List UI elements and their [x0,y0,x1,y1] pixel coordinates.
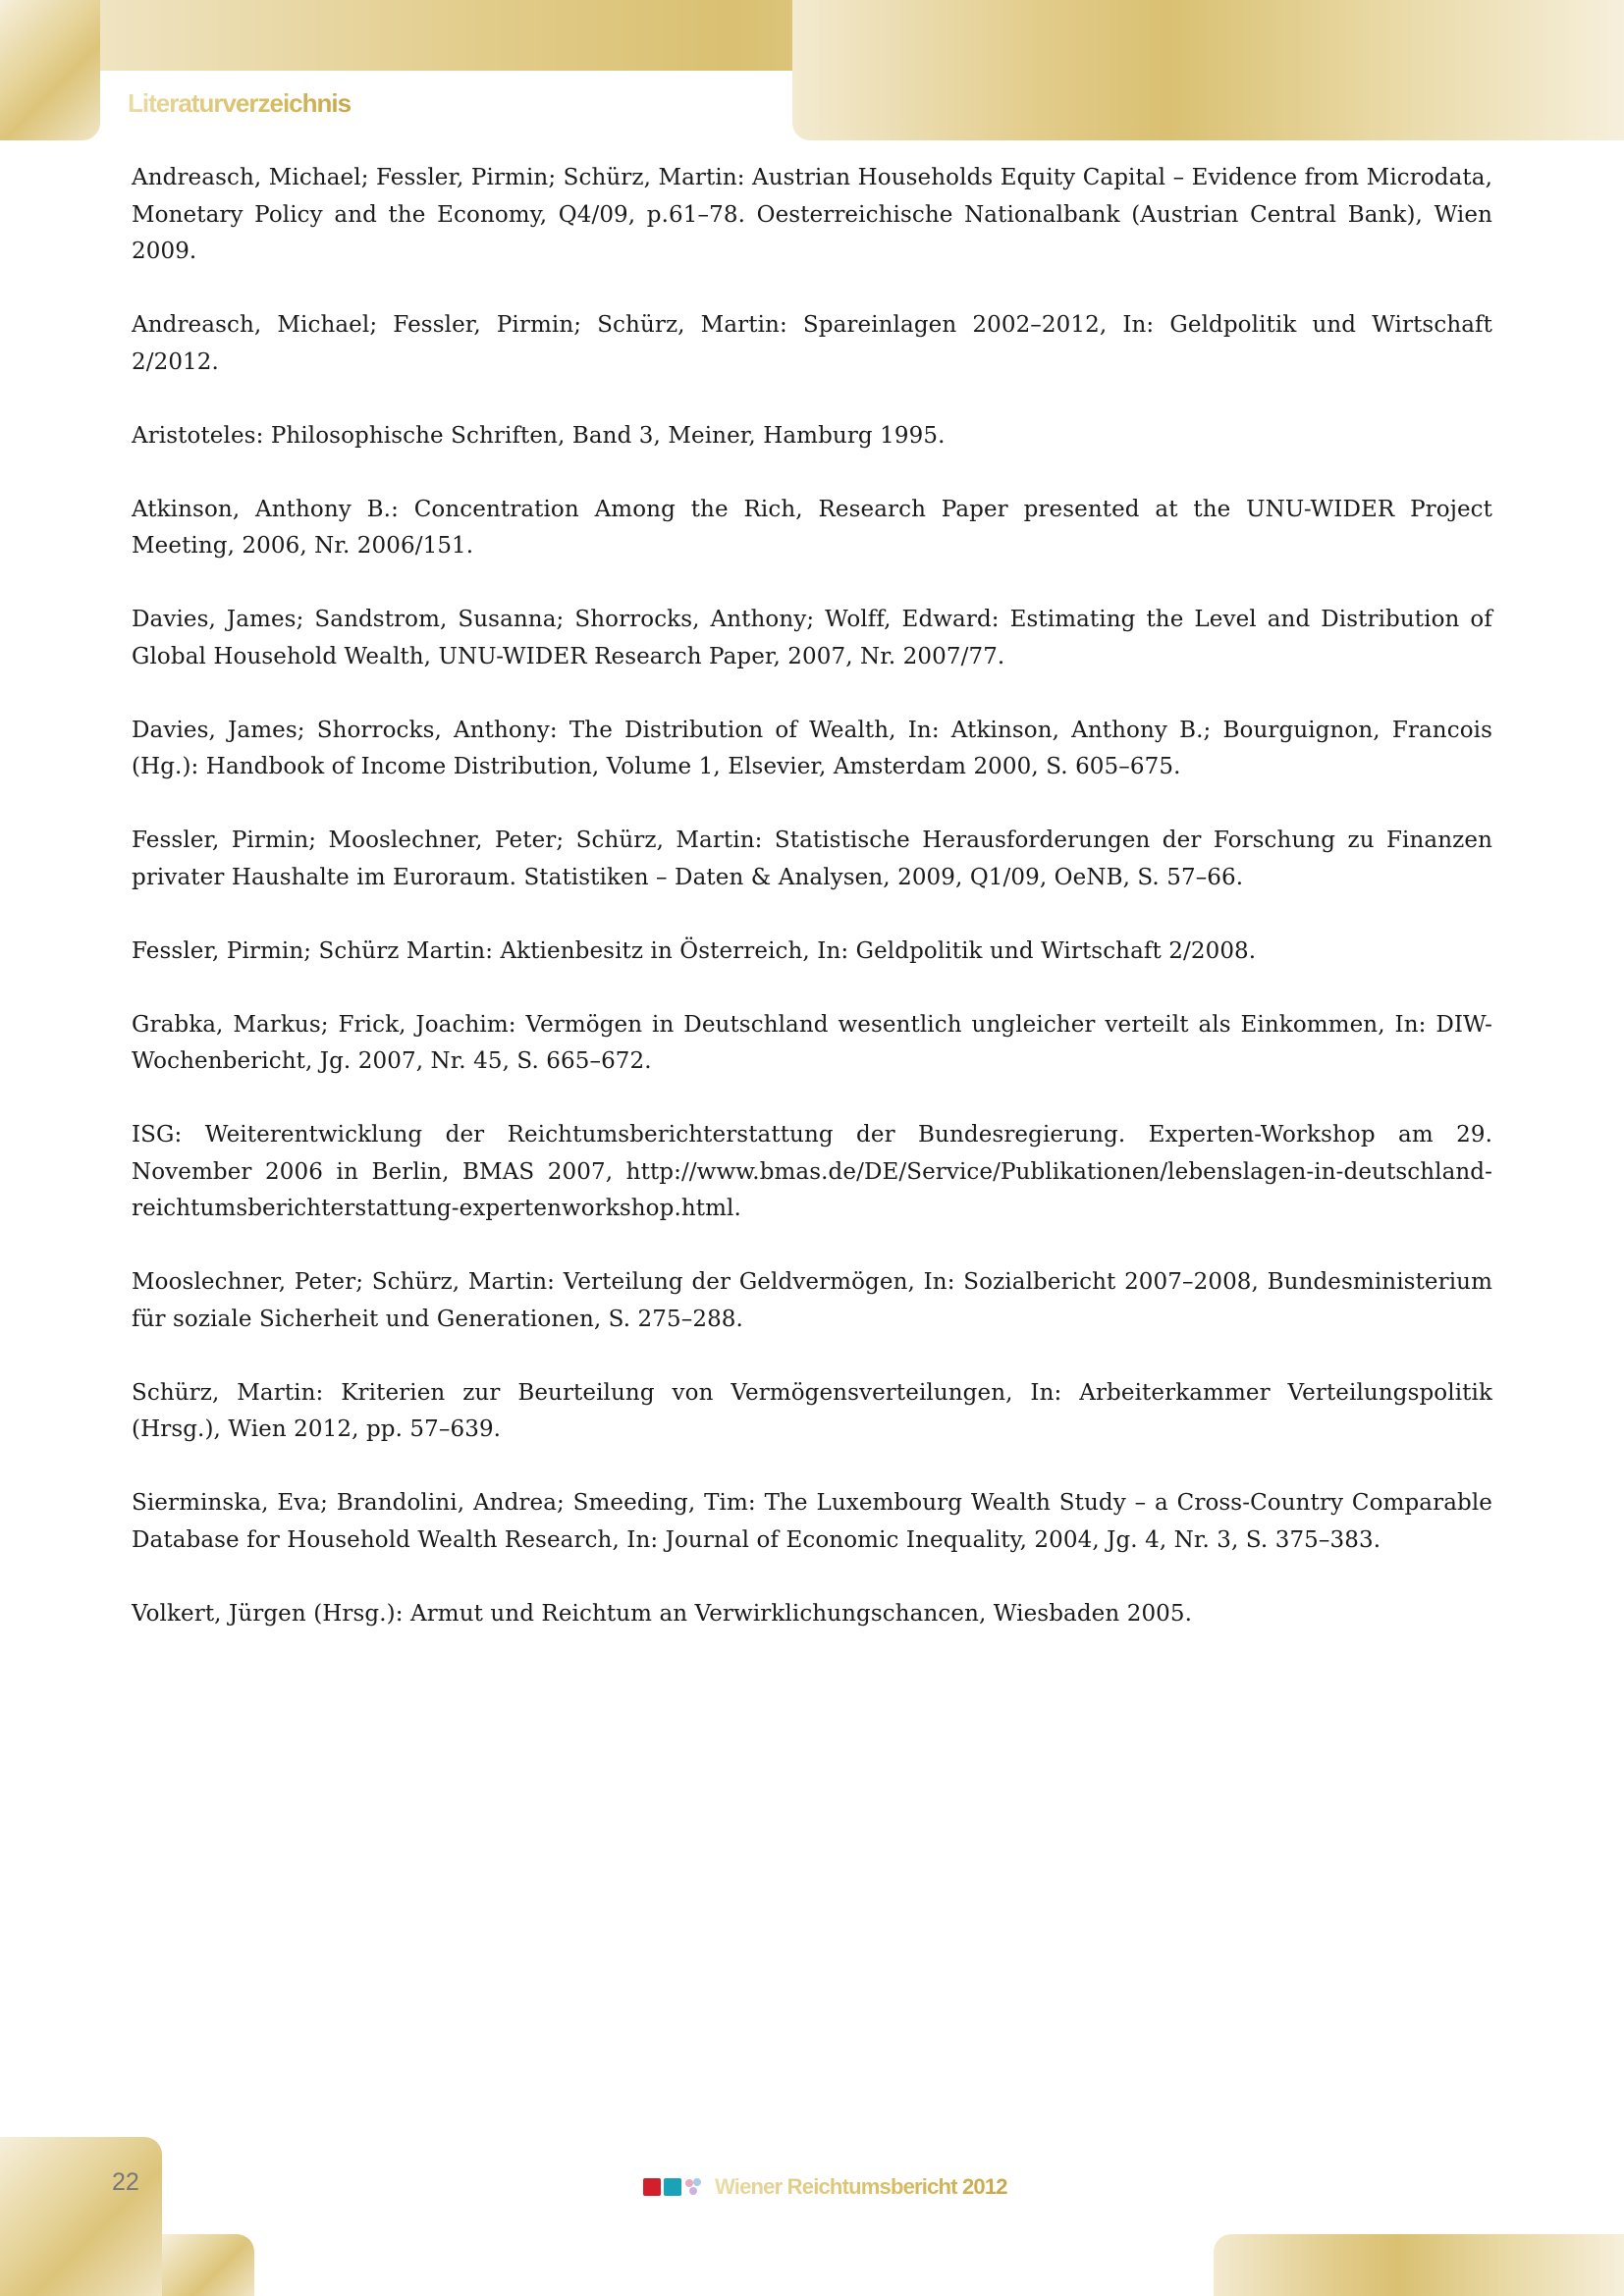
publication-title: Wiener Reichtumsbericht 2012 [715,2174,1007,2199]
reference-entry: Grabka, Markus; Frick, Joachim: Vermögen in Deutschland wesentlich ungleicher verteilt als Einkommen, In: DIW-Wochenbericht, Jg. 2007, Nr. 45, S. 665–672. [132,1011,1492,1074]
reference-entry: Atkinson, Anthony B.: Concentration Among the Rich, Research Paper presented at the UNU-WIDER Project Meeting, 2006, Nr. 2006/151. [132,496,1492,559]
footer-brand [643,2174,1007,2200]
red-square-icon [643,2178,661,2196]
reference-entry: ISG: Weiterentwicklung der Reichtumsberichterstattung der Bundesregierung. Experten-Workshop am 29. November 2006 in Berlin, BMAS 2007, http://www.bmas.de/DE/Service/Publikationen/lebenslagen-in-deutschland-reichtumsberichterstattung-expertenworkshop.html. [132,1122,1492,1221]
footer-left-panel [0,2137,162,2296]
swirl-logo-icon [684,2177,704,2197]
reference-entry: Davies, James; Shorrocks, Anthony: The Distribution of Wealth, In: Atkinson, Anthony B.; Bourguignon, Francois (Hg.): Handbook of Income Distribution, Volume 1, Elsevier, Amsterdam 2000, S. 605–675. [132,717,1492,779]
reference-entry: Fessler, Pirmin; Mooslechner, Peter; Schürz, Martin: Statistische Herausforderungen der Forschung zu Finanzen privater Haushalte im Euroraum. Statistiken – Daten & Analysen, 2009, Q1/09, OeNB, S. 57–66. [132,828,1492,890]
page-number: 22 [112,2168,139,2196]
header-left-tab [0,0,100,140]
reference-entry: Davies, James; Sandstrom, Susanna; Shorrocks, Anthony; Wolff, Edward: Estimating the Level and Distribution of Global Household Wealth, UNU-WIDER Research Paper, 2007, Nr. 2007/77. [132,607,1492,669]
reference-entry: Andreasch, Michael; Fessler, Pirmin; Schürz, Martin: Spareinlagen 2002–2012, In: Geldpolitik und Wirtschaft 2/2012. [132,312,1492,375]
reference-entry: Aristoteles: Philosophische Schriften, Band 3, Meiner, Hamburg 1995. [132,422,946,449]
reference-entry: Fessler, Pirmin; Schürz Martin: Aktienbesitz in Österreich, In: Geldpolitik und Wirtschaft 2/2008. [132,937,1257,964]
reference-list [132,160,1492,1670]
teal-square-icon [664,2178,681,2196]
reference-entry: Sierminska, Eva; Brandolini, Andrea; Smeeding, Tim: The Luxembourg Wealth Study – a Cross-Country Comparable Database for Household Wealth Research, In: Journal of Economic Inequality, 2004, Jg. 4, Nr. 3, S. 375–383. [132,1490,1492,1553]
header-right-panel [792,0,1624,140]
reference-entry: Volkert, Jürgen (Hrsg.): Armut und Reichtum an Verwirklichungschancen, Wiesbaden 2005. [132,1600,1193,1627]
footer-left-extension [162,2234,254,2296]
section-title: Literaturverzeichnis [128,88,352,118]
footer-right-panel [1214,2234,1624,2296]
reference-entry: Schürz, Martin: Kriterien zur Beurteilung von Vermögensverteilungen, In: Arbeiterkammer Verteilungspolitik (Hrsg.), Wien 2012, pp. 57–639. [132,1379,1492,1442]
reference-entry: Mooslechner, Peter; Schürz, Martin: Verteilung der Geldvermögen, In: Sozialbericht 2007–2008, Bundesministerium für soziale Sicherheit und Generationen, S. 275–288. [132,1269,1492,1332]
reference-entry: Andreasch, Michael; Fessler, Pirmin; Schürz, Martin: Austrian Households Equity Capital – Evidence from Microdata, Monetary Policy and the Economy, Q4/09, p.61–78. Oesterreichische Nationalbank (Austrian Central Bank), Wien 2009. [132,165,1492,264]
